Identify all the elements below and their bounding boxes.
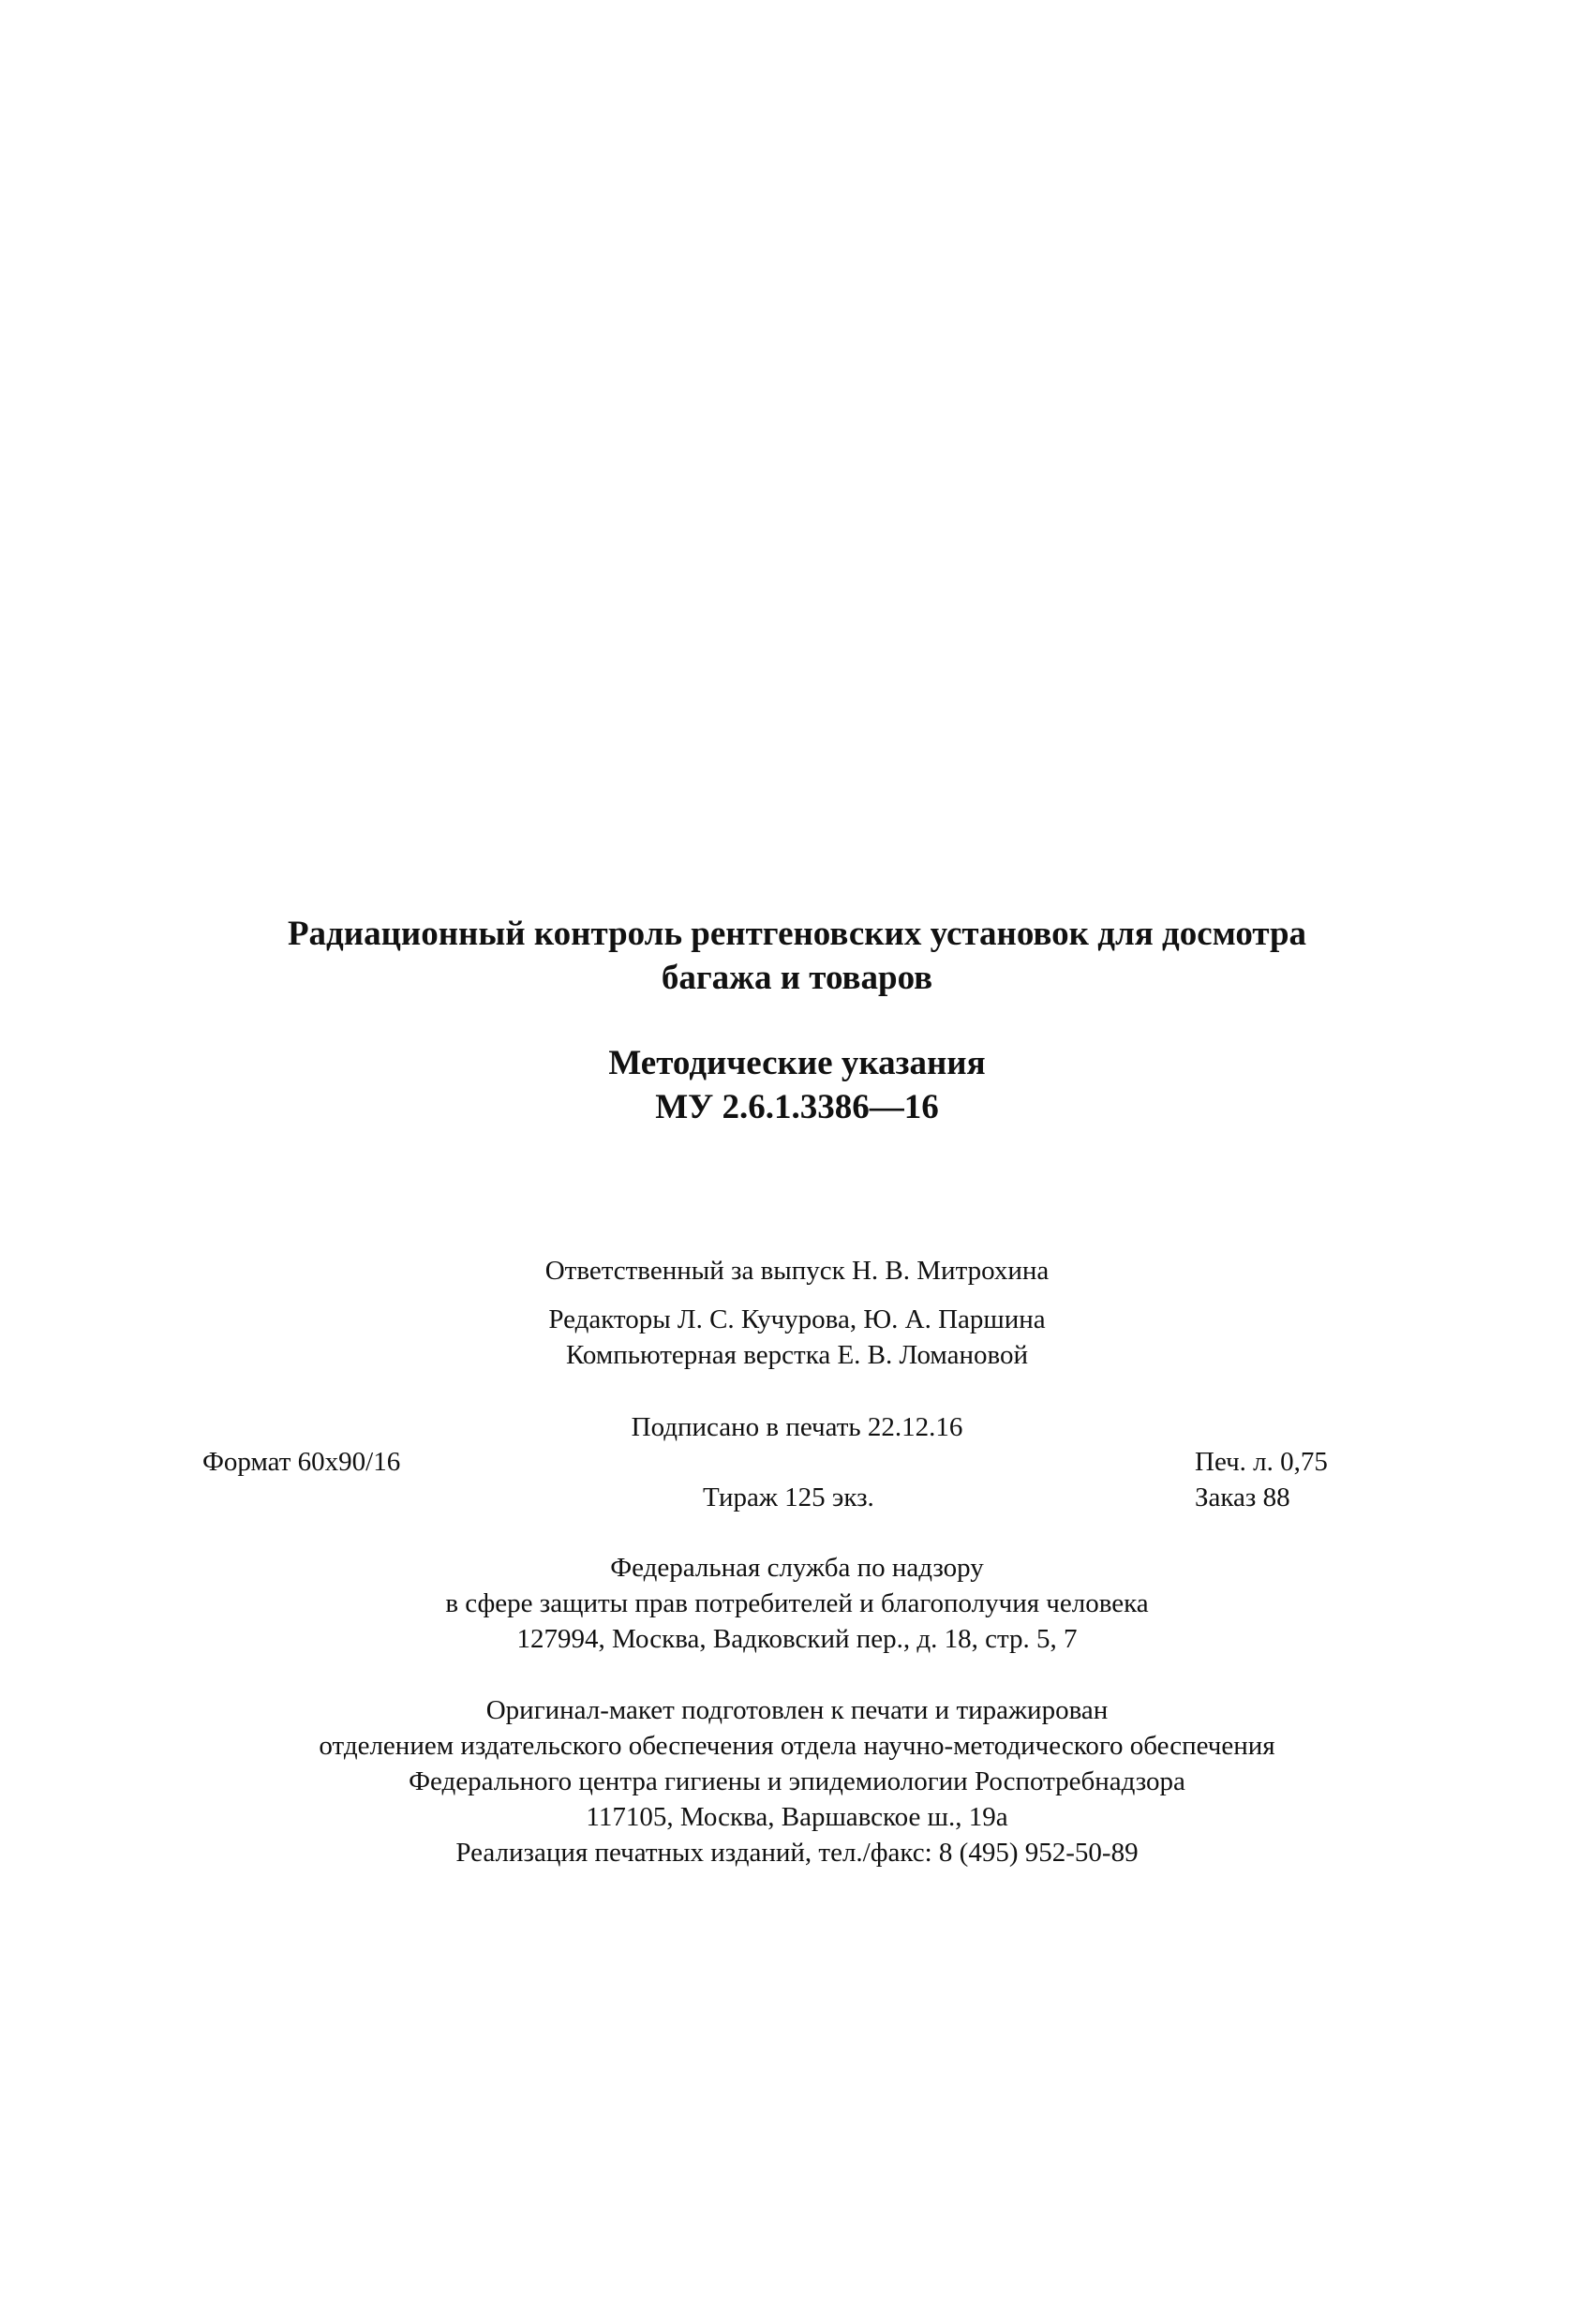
print-sheets-line: Печ. л. 0,75 [1195,1447,1328,1477]
circulation-line: Тираж 125 экз. [703,1482,874,1512]
sales-contact-line: Реализация печатных изданий, тел./факс: 8 (495) 952-50-89 [455,1838,1139,1868]
signed-to-print: Подписано в печать 22.12.16 [631,1412,963,1442]
responsible-line: Ответственный за выпуск Н. В. Митрохина [544,1256,1050,1286]
printer-address: 117105, Москва, Варшавское ш., 19а [586,1802,1008,1832]
publisher-address: 127994, Москва, Вадковский пер., д. 18, стр. 5, 7 [516,1624,1078,1654]
printer-line-3: Федерального центра гигиены и эпидемиологии Роспотребнадзора [409,1766,1185,1796]
document-title-line-1: Радиационный контроль рентгеновских установок для досмотра [287,915,1307,953]
document-code: МУ 2.6.1.3386—16 [655,1088,939,1126]
order-line: Заказ 88 [1195,1482,1290,1512]
printer-line-2: отделением издательского обеспечения отдела научно-методического обеспечения [319,1731,1275,1761]
document-title-line-2: багажа и товаров [661,959,933,997]
publisher-line-1: Федеральная служба по надзору [610,1553,984,1583]
document-type: Методические указания [608,1044,986,1082]
editors-line: Редакторы Л. С. Кучурова, Ю. А. Паршина [548,1304,1046,1334]
layout-line: Компьютерная верстка Е. В. Ломановой [566,1340,1028,1370]
printer-line-1: Оригинал-макет подготовлен к печати и тиражирован [485,1695,1109,1725]
publisher-line-2: в сфере защиты прав потребителей и благополучия человека [445,1588,1149,1618]
format-line: Формат 60x90/16 [202,1447,401,1477]
